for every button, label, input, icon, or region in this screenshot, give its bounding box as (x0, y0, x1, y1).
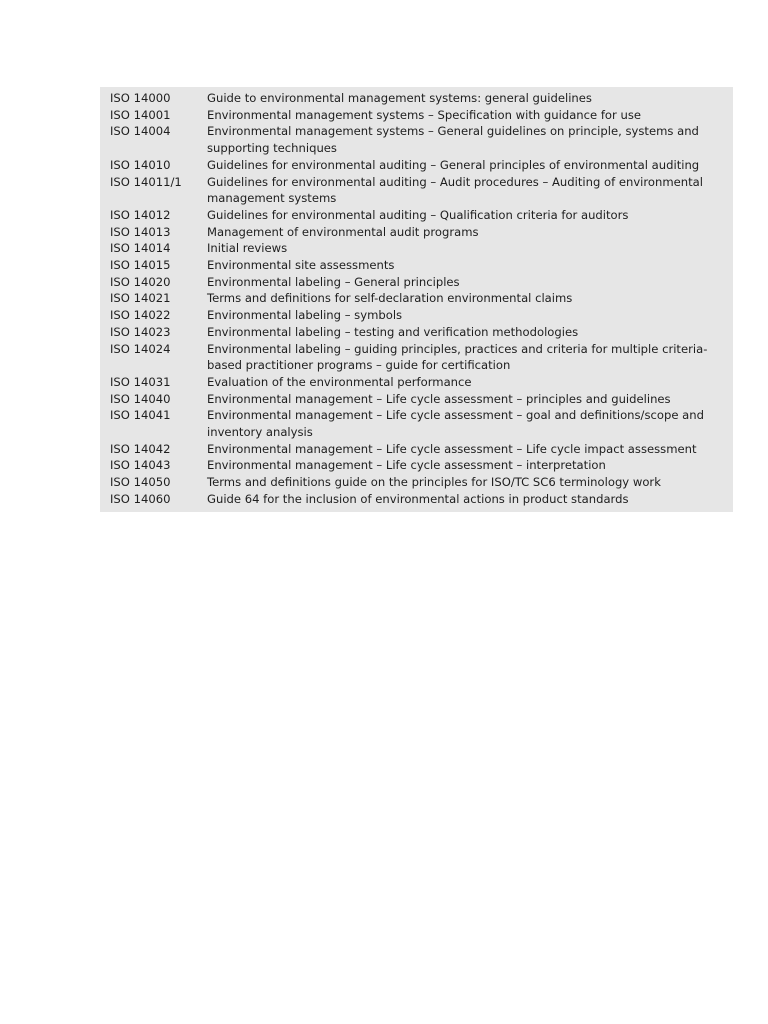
standard-code: ISO 14015 (110, 258, 171, 273)
standard-description: Environmental management systems – Specification with guidance for use (207, 107, 641, 122)
iso-standards-table (110, 90, 723, 508)
standard-description: Environmental site assessments (207, 258, 395, 273)
iso-standards-table-body (110, 90, 723, 508)
table-row (110, 274, 723, 291)
standard-code: ISO 14020 (110, 274, 171, 289)
standard-description: Environmental labeling – testing and verification methodologies (207, 324, 579, 339)
standard-description: Environmental management – Life cycle assessment – Life cycle impact assessment (207, 441, 697, 456)
standard-description: Environmental management – Life cycle assessment – interpretation (207, 458, 606, 473)
table-row (110, 107, 723, 124)
table-row (110, 307, 723, 324)
table-row (110, 123, 723, 156)
standard-description: Guide 64 for the inclusion of environmental actions in product standards (207, 491, 629, 506)
standard-code: ISO 14031 (110, 374, 171, 389)
standard-code: ISO 14023 (110, 324, 171, 339)
table-row (110, 174, 723, 207)
table-row (110, 90, 723, 107)
standard-description: Guidelines for environmental auditing – Audit procedures – Auditing of environmental management systems (207, 174, 704, 206)
standard-code: ISO 14010 (110, 157, 171, 172)
table-row (110, 474, 723, 491)
standard-code: ISO 14013 (110, 224, 171, 239)
table-row (110, 257, 723, 274)
standard-description: Environmental labeling – guiding principles, practices and criteria for multiple criteria-based practitioner programs – guide for certification (207, 341, 708, 373)
standard-code: ISO 14021 (110, 291, 171, 306)
table-row (110, 224, 723, 241)
iso-standards-table-box (100, 87, 733, 512)
standard-code: ISO 14012 (110, 207, 171, 222)
standard-description: Evaluation of the environmental performance (207, 374, 472, 389)
standard-code: ISO 14024 (110, 341, 171, 356)
standard-code: ISO 14000 (110, 91, 171, 105)
table-row (110, 324, 723, 341)
standard-description: Guidelines for environmental auditing – General principles of environmental auditing (207, 157, 700, 172)
standard-description: Environmental management – Life cycle assessment – goal and definitions/scope and inventory analysis (207, 408, 704, 440)
standard-code: ISO 14060 (110, 491, 171, 506)
standard-code: ISO 14043 (110, 458, 171, 473)
standard-code: ISO 14050 (110, 475, 171, 490)
table-row (110, 407, 723, 440)
standard-description: Environmental management systems – General guidelines on principle, systems and supporting techniques (207, 124, 699, 156)
standard-code: ISO 14014 (110, 241, 171, 256)
standard-description: Environmental labeling – General principles (207, 274, 460, 289)
table-row (110, 457, 723, 474)
table-row (110, 391, 723, 408)
table-row (110, 240, 723, 257)
table-row (110, 157, 723, 174)
table-row (110, 374, 723, 391)
table-row (110, 491, 723, 508)
standard-description: Environmental management – Life cycle assessment – principles and guidelines (207, 391, 671, 406)
standard-description: Terms and definitions guide on the principles for ISO/TC SC6 terminology work (207, 475, 661, 490)
standard-description: Guidelines for environmental auditing – Qualification criteria for auditors (207, 207, 629, 222)
standard-code: ISO 14042 (110, 441, 171, 456)
standard-description: Terms and definitions for self-declaration environmental claims (207, 291, 573, 306)
standard-description: Guide to environmental management systems: general guidelines (207, 91, 592, 105)
standard-description: Management of environmental audit programs (207, 224, 479, 239)
standard-code: ISO 14011/1 (110, 174, 182, 189)
table-row (110, 290, 723, 307)
standard-code: ISO 14022 (110, 308, 171, 323)
table-row (110, 341, 723, 374)
standard-description: Environmental labeling – symbols (207, 308, 403, 323)
table-row (110, 207, 723, 224)
table-row (110, 441, 723, 458)
standard-code: ISO 14041 (110, 408, 171, 423)
standard-description: Initial reviews (207, 241, 288, 256)
standard-code: ISO 14001 (110, 107, 171, 122)
standard-code: ISO 14004 (110, 124, 171, 139)
standard-code: ISO 14040 (110, 391, 171, 406)
